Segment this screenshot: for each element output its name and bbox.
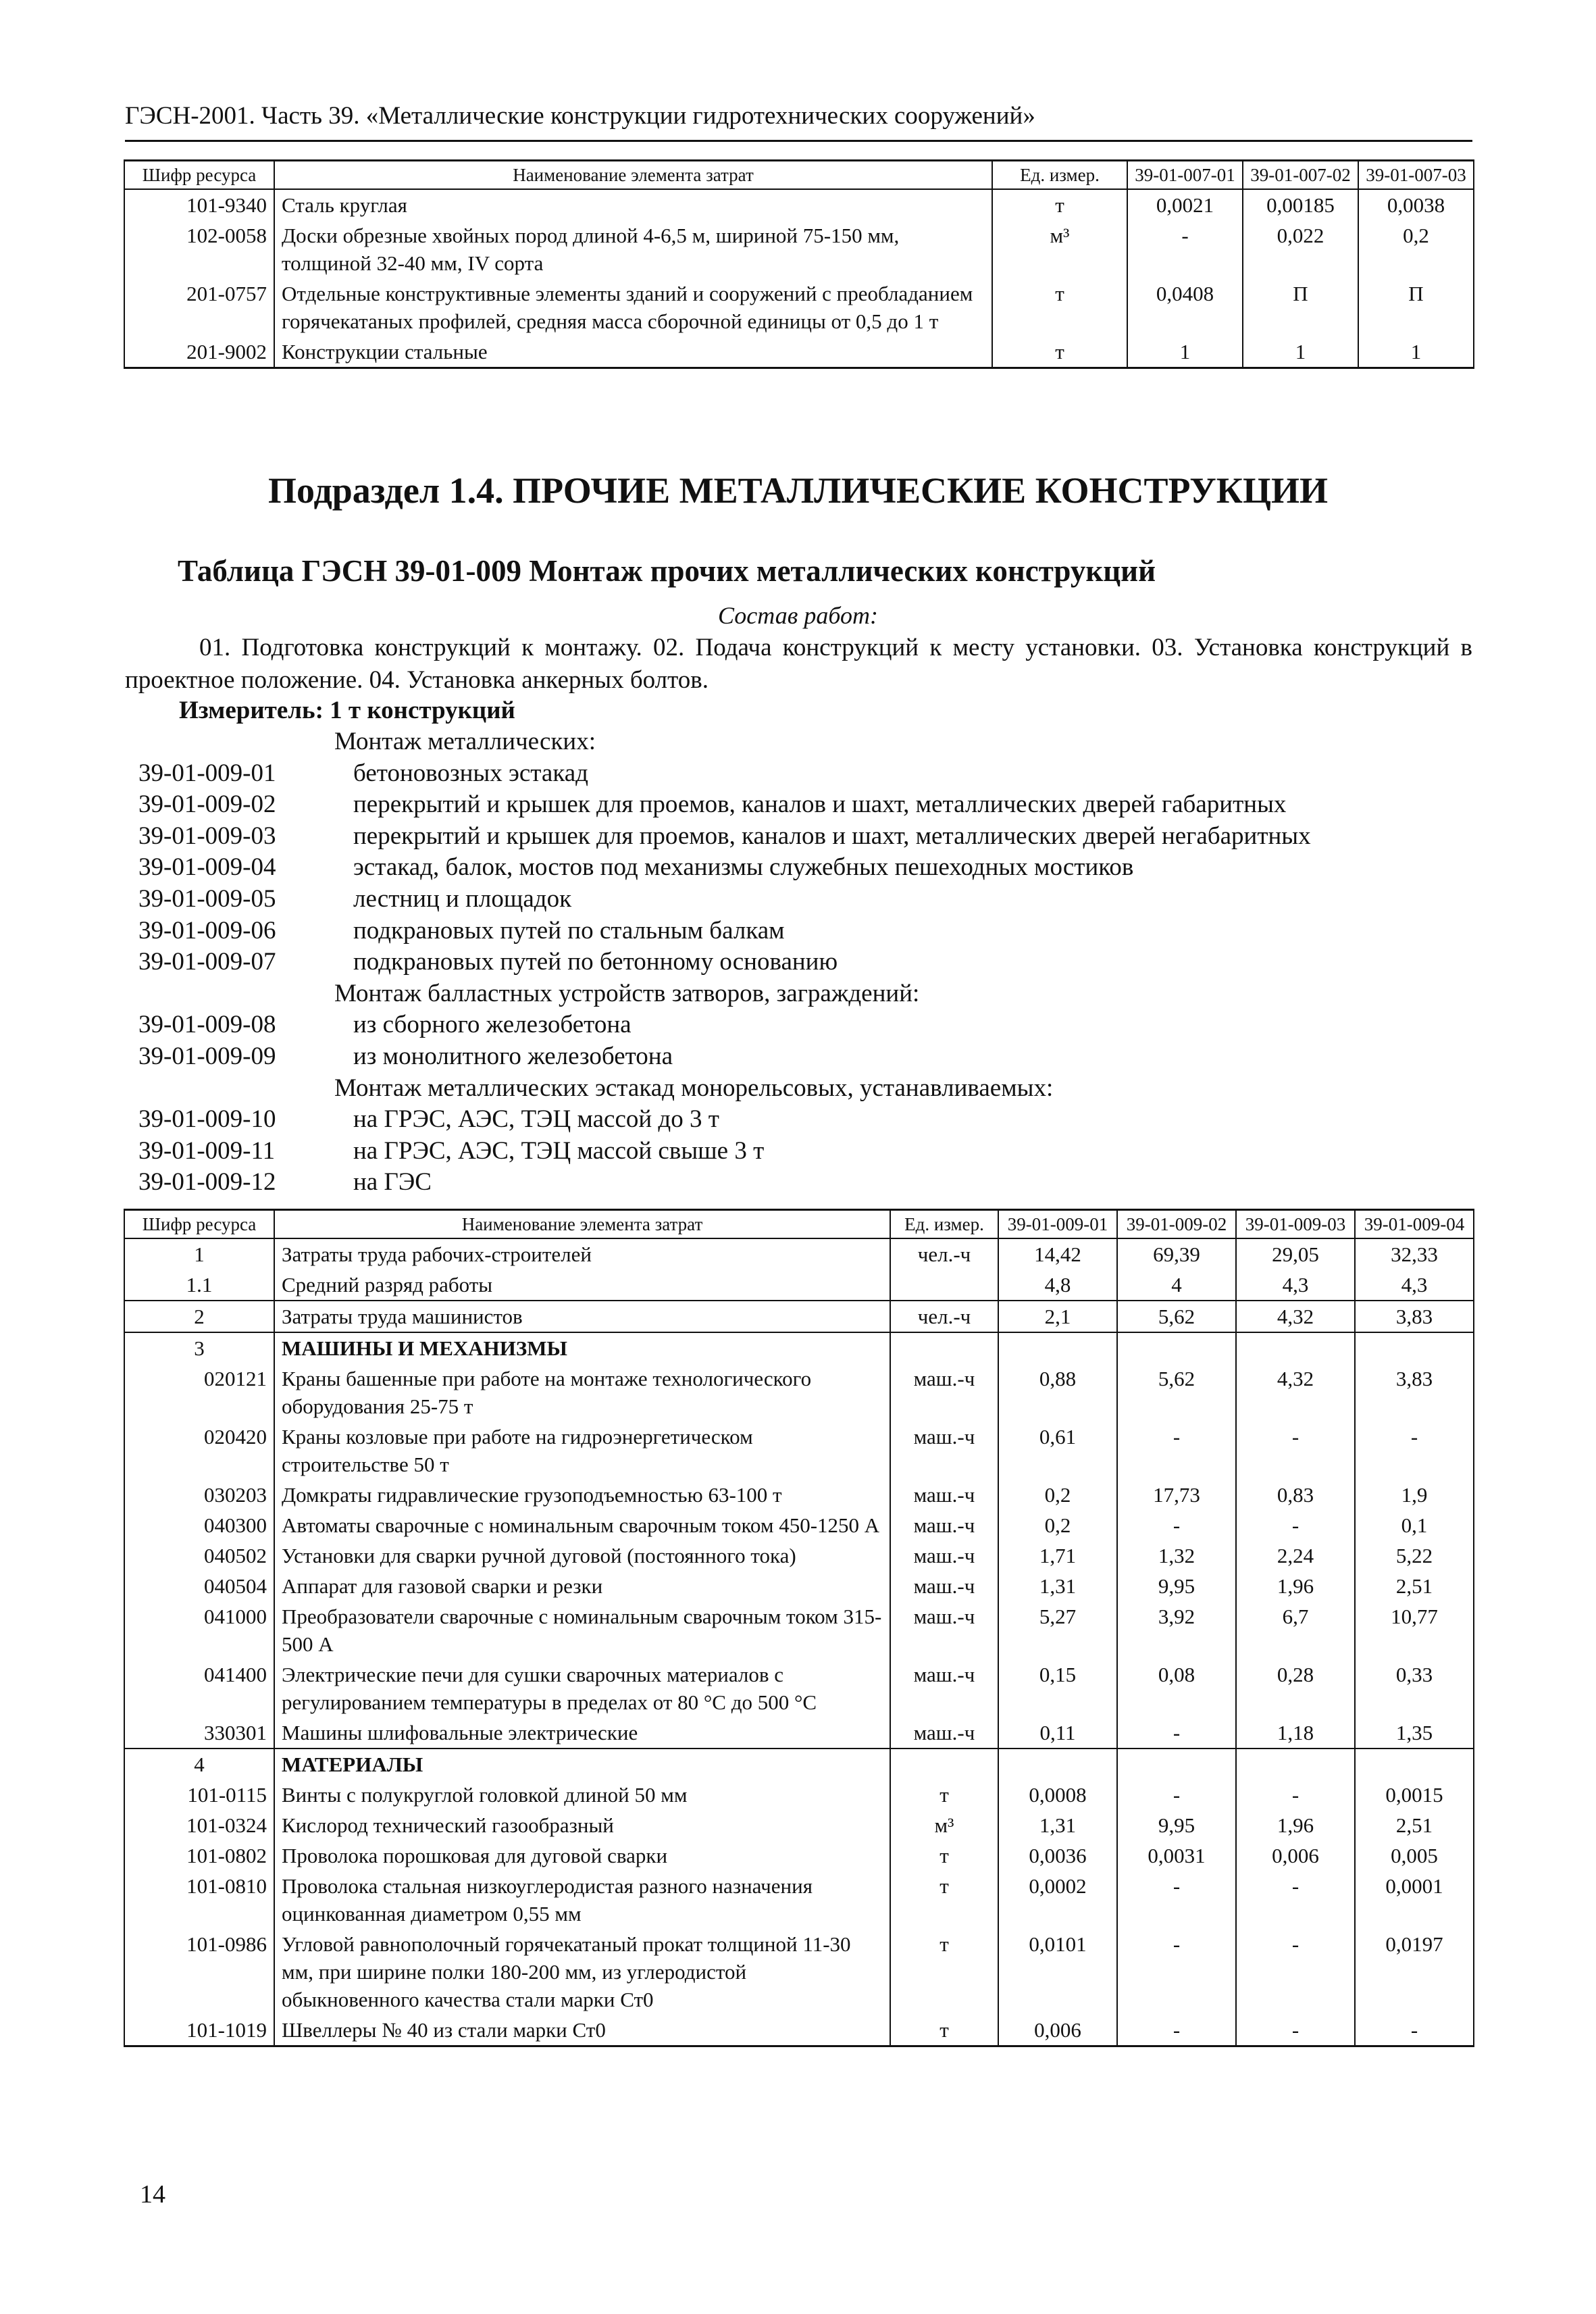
cell-value-2: 4: [1117, 1269, 1236, 1301]
cell-value-1: 1,31: [998, 1810, 1117, 1840]
norm-code: 39-01-009-12: [138, 1168, 276, 1197]
cell-name: Винты с полукруглой головкой длиной 50 мм: [274, 1780, 890, 1810]
cell-code: 101-9340: [124, 189, 274, 220]
norm-codes-list: [138, 726, 1472, 1199]
cell-value-2: -: [1117, 1929, 1236, 2015]
cell-value-1: 1: [1127, 336, 1243, 368]
cell-value-3: 4,32: [1236, 1363, 1355, 1422]
cell-value-1: -: [1127, 220, 1243, 278]
cell-name: Конструкции стальные: [274, 336, 992, 368]
composition-label: Состав работ:: [718, 602, 878, 629]
cell-code: 040300: [124, 1510, 274, 1540]
cell-name: Затраты труда машинистов: [274, 1301, 890, 1332]
table-row: [124, 1422, 1474, 1480]
cell-name: Домкраты гидравлические грузоподъемностью 63-100 т: [274, 1480, 890, 1510]
cell-value-2: 5,62: [1117, 1363, 1236, 1422]
cell-value-1: 2,1: [998, 1301, 1117, 1332]
cell-code: 041400: [124, 1659, 274, 1717]
norm-code: 39-01-009-10: [138, 1105, 276, 1134]
norm-name: из сборного железобетона: [353, 1011, 632, 1039]
cell-value-1: 0,0008: [998, 1780, 1117, 1810]
list-item: [138, 1009, 1472, 1041]
cell-value-2: П: [1243, 278, 1358, 336]
cell-name: Угловой равнополочный горячекатаный прокат толщиной 11-30 мм, при ширине полки 180-200 мм, из углеродистой обыкновенного качества стали марки Ст0: [274, 1929, 890, 2015]
cell-unit: маш.-ч: [890, 1510, 998, 1540]
cell-value-3: 6,7: [1236, 1601, 1355, 1659]
cell-unit: м³: [992, 220, 1127, 278]
cell-value-1: 1,31: [998, 1571, 1117, 1601]
cell-value-2: -: [1117, 1422, 1236, 1480]
cell-unit: маш.-ч: [890, 1363, 998, 1422]
cell-name: Затраты труда рабочих-строителей: [274, 1238, 890, 1269]
resource-table-007: [124, 159, 1474, 369]
table-row: [124, 1571, 1474, 1601]
col-header-unit: Ед. измер.: [992, 161, 1127, 190]
group-heading: Монтаж металлических эстакад монорельсовых, устанавливаемых:: [334, 1074, 1054, 1102]
table-row: [124, 1810, 1474, 1840]
running-header: ГЭСН-2001. Часть 39. «Металлические конструкции гидротехнических сооружений»: [125, 102, 1035, 130]
cell-value-4: -: [1355, 2015, 1474, 2046]
list-item: [138, 758, 1472, 790]
cell-unit: т: [992, 278, 1127, 336]
list-item: [138, 1167, 1472, 1199]
cell-value-2: 0,0031: [1117, 1840, 1236, 1871]
cell-name: Автоматы сварочные с номинальным сварочным током 450-1250 А: [274, 1510, 890, 1540]
norm-name: из монолитного железобетона: [353, 1042, 673, 1070]
table-row: [124, 1238, 1474, 1269]
table-row: [124, 1480, 1474, 1510]
norm-name: лестниц и площадок: [353, 884, 572, 913]
cell-value-4: [1355, 1749, 1474, 1780]
table-row: [124, 2015, 1474, 2046]
cell-name: Кислород технический газообразный: [274, 1810, 890, 1840]
cell-unit: чел.-ч: [890, 1301, 998, 1332]
cell-unit: т: [890, 1871, 998, 1929]
col-header-name: Наименование элемента затрат: [274, 161, 992, 190]
table-row: [124, 1659, 1474, 1717]
cell-value-4: 5,22: [1355, 1540, 1474, 1571]
norm-name: на ГЭС: [353, 1168, 432, 1197]
cell-value-3: -: [1236, 1510, 1355, 1540]
cell-value-4: 0,005: [1355, 1840, 1474, 1871]
cell-value-2: 69,39: [1117, 1238, 1236, 1269]
cell-code: 040502: [124, 1540, 274, 1571]
cell-name: Проволока порошковая для дуговой сварки: [274, 1840, 890, 1871]
cell-value-1: 0,0408: [1127, 278, 1243, 336]
table-row: [124, 1871, 1474, 1929]
cell-unit: м³: [890, 1810, 998, 1840]
cell-code: 101-0810: [124, 1871, 274, 1929]
cell-code: 041000: [124, 1601, 274, 1659]
norm-name: подкрановых путей по бетонному основанию: [353, 948, 838, 976]
cell-value-1: 0,006: [998, 2015, 1117, 2046]
cell-name: МАШИНЫ И МЕХАНИЗМЫ: [274, 1332, 890, 1363]
cell-code: 2: [124, 1301, 274, 1332]
cell-value-1: [998, 1332, 1117, 1363]
col-header-unit: Ед. измер.: [890, 1210, 998, 1239]
norm-name: на ГРЭС, АЭС, ТЭЦ массой до 3 т: [353, 1105, 719, 1134]
cell-unit: [890, 1269, 998, 1301]
cell-value-2: [1117, 1749, 1236, 1780]
cell-code: 101-0324: [124, 1810, 274, 1840]
cell-unit: маш.-ч: [890, 1717, 998, 1749]
col-header-v3: 39-01-009-03: [1236, 1210, 1355, 1239]
cell-value-3: 0,2: [1358, 220, 1474, 278]
list-item: [138, 789, 1472, 821]
cell-value-3: -: [1236, 1871, 1355, 1929]
cell-value-3: 4,3: [1236, 1269, 1355, 1301]
cell-value-3: [1236, 1332, 1355, 1363]
cell-value-4: 0,0001: [1355, 1871, 1474, 1929]
cell-name: Машины шлифовальные электрические: [274, 1717, 890, 1749]
cell-name: Аппарат для газовой сварки и резки: [274, 1571, 890, 1601]
cell-value-2: [1117, 1332, 1236, 1363]
cell-unit: т: [890, 1780, 998, 1810]
cell-code: 030203: [124, 1480, 274, 1510]
cell-value-2: -: [1117, 1871, 1236, 1929]
cell-value-3: 1,96: [1236, 1571, 1355, 1601]
cell-value-1: [998, 1749, 1117, 1780]
table-row: [124, 1332, 1474, 1363]
cell-code: 101-0986: [124, 1929, 274, 2015]
col-header-v3: 39-01-007-03: [1358, 161, 1474, 190]
cell-code: 201-0757: [124, 278, 274, 336]
cell-value-4: 4,3: [1355, 1269, 1474, 1301]
table-row: [124, 1601, 1474, 1659]
cell-value-4: -: [1355, 1422, 1474, 1480]
page-number: 14: [140, 2180, 165, 2209]
norm-code: 39-01-009-08: [138, 1011, 276, 1039]
works-description: 01. Подготовка конструкций к монтажу. 02. Подача конструкций к месту установки. 03. Установка конструкций в проектное положение. 04. Установка анкерных болтов.: [125, 634, 1472, 694]
cell-code: 101-1019: [124, 2015, 274, 2046]
cell-unit: [890, 1749, 998, 1780]
cell-unit: т: [992, 189, 1127, 220]
cell-name: Сталь круглая: [274, 189, 992, 220]
cell-code: 1: [124, 1238, 274, 1269]
cell-value-4: 1,9: [1355, 1480, 1474, 1510]
norm-code: 39-01-009-03: [138, 822, 276, 850]
cell-value-2: -: [1117, 1717, 1236, 1749]
cell-unit: т: [890, 2015, 998, 2046]
cell-value-1: 0,0101: [998, 1929, 1117, 2015]
cell-value-1: 1,71: [998, 1540, 1117, 1571]
cell-value-2: -: [1117, 2015, 1236, 2046]
col-header-v2: 39-01-007-02: [1243, 161, 1358, 190]
cell-code: 4: [124, 1749, 274, 1780]
cell-value-1: 0,2: [998, 1510, 1117, 1540]
cell-unit: [890, 1332, 998, 1363]
cell-unit: т: [992, 336, 1127, 368]
col-header-v2: 39-01-009-02: [1117, 1210, 1236, 1239]
cell-name: Краны башенные при работе на монтаже технологического оборудования 25-75 т: [274, 1363, 890, 1422]
subsection-title: Подраздел 1.4. ПРОЧИЕ МЕТАЛЛИЧЕСКИЕ КОНСТРУКЦИИ: [268, 470, 1328, 511]
cell-code: 201-9002: [124, 336, 274, 368]
cell-value-3: 1,18: [1236, 1717, 1355, 1749]
cell-value-3: 29,05: [1236, 1238, 1355, 1269]
cell-name: Проволока стальная низкоуглеродистая разного назначения оцинкованная диаметром 0,55 мм: [274, 1871, 890, 1929]
list-item: [138, 1041, 1472, 1073]
col-header-code: Шифр ресурса: [124, 161, 274, 190]
group-heading: Монтаж балластных устройств затворов, заграждений:: [334, 979, 920, 1007]
cell-name: Электрические печи для сушки сварочных материалов с регулированием температуры в пределах от 80 °С до 500 °С: [274, 1659, 890, 1717]
cell-unit: чел.-ч: [890, 1238, 998, 1269]
list-item: [138, 1136, 1472, 1167]
cell-value-1: 0,0021: [1127, 189, 1243, 220]
cell-value-4: 0,33: [1355, 1659, 1474, 1717]
cell-value-4: 2,51: [1355, 1810, 1474, 1840]
cell-unit: маш.-ч: [890, 1422, 998, 1480]
cell-value-1: 4,8: [998, 1269, 1117, 1301]
list-item: [138, 915, 1472, 947]
table-row: [124, 278, 1474, 336]
table-row: [124, 1717, 1474, 1749]
resource-table-009: [124, 1209, 1474, 2047]
cell-code: 330301: [124, 1717, 274, 1749]
table-row: [124, 336, 1474, 368]
table-row: [124, 220, 1474, 278]
norm-code: 39-01-009-01: [138, 759, 276, 787]
cell-value-1: 0,2: [998, 1480, 1117, 1510]
cell-name: Краны козловые при работе на гидроэнергетическом строительстве 50 т: [274, 1422, 890, 1480]
cell-code: 020121: [124, 1363, 274, 1422]
cell-name: Средний разряд работы: [274, 1269, 890, 1301]
col-header-name: Наименование элемента затрат: [274, 1210, 890, 1239]
cell-name: Швеллеры № 40 из стали марки Ст0: [274, 2015, 890, 2046]
cell-unit: т: [890, 1840, 998, 1871]
norm-name: эстакад, балок, мостов под механизмы служебных пешеходных мостиков: [353, 853, 1134, 882]
col-header-code: Шифр ресурса: [124, 1210, 274, 1239]
cell-value-1: 14,42: [998, 1238, 1117, 1269]
cell-value-3: -: [1236, 1929, 1355, 2015]
list-item: [138, 947, 1472, 978]
list-item: [138, 1104, 1472, 1136]
col-header-v1: 39-01-007-01: [1127, 161, 1243, 190]
cell-value-2: 9,95: [1117, 1571, 1236, 1601]
cell-code: 020420: [124, 1422, 274, 1480]
norm-name: подкрановых путей по стальным балкам: [353, 916, 785, 945]
cell-value-4: 0,1: [1355, 1510, 1474, 1540]
table-header-row: [124, 161, 1474, 190]
norm-name: перекрытий и крышек для проемов, каналов и шахт, металлических дверей габаритных: [353, 790, 1287, 819]
table-body: [124, 189, 1474, 368]
norm-code: 39-01-009-11: [138, 1136, 276, 1165]
cell-value-3: П: [1358, 278, 1474, 336]
table-row: [124, 1929, 1474, 2015]
norm-name: перекрытий и крышек для проемов, каналов и шахт, металлических дверей негабаритных: [353, 822, 1311, 850]
meter-label: Измеритель: 1 т конструкций: [179, 697, 515, 724]
cell-value-2: 0,08: [1117, 1659, 1236, 1717]
norm-name: бетоновозных эстакад: [353, 759, 588, 787]
list-item: [138, 821, 1472, 853]
cell-value-3: 0,006: [1236, 1840, 1355, 1871]
cell-value-3: 4,32: [1236, 1301, 1355, 1332]
cell-name: Установки для сварки ручной дуговой (постоянного тока): [274, 1540, 890, 1571]
norm-name: на ГРЭС, АЭС, ТЭЦ массой свыше 3 т: [353, 1136, 765, 1165]
cell-value-3: 1: [1358, 336, 1474, 368]
cell-value-1: 5,27: [998, 1601, 1117, 1659]
cell-code: 102-0058: [124, 220, 274, 278]
norm-code: 39-01-009-05: [138, 884, 276, 913]
cell-value-2: -: [1117, 1780, 1236, 1810]
table-row: [124, 1540, 1474, 1571]
cell-value-4: 3,83: [1355, 1301, 1474, 1332]
cell-value-4: 0,0015: [1355, 1780, 1474, 1810]
cell-value-1: 0,88: [998, 1363, 1117, 1422]
cell-value-3: 2,24: [1236, 1540, 1355, 1571]
cell-value-3: [1236, 1749, 1355, 1780]
cell-value-4: 10,77: [1355, 1601, 1474, 1659]
cell-value-2: 3,92: [1117, 1601, 1236, 1659]
norm-code: 39-01-009-06: [138, 916, 276, 945]
cell-code: 040504: [124, 1571, 274, 1601]
norm-code: 39-01-009-07: [138, 948, 276, 976]
cell-value-2: -: [1117, 1510, 1236, 1540]
cell-unit: маш.-ч: [890, 1540, 998, 1571]
cell-name: Доски обрезные хвойных пород длиной 4-6,5 м, шириной 75-150 мм, толщиной 32-40 мм, IV сорта: [274, 220, 992, 278]
cell-unit: маш.-ч: [890, 1659, 998, 1717]
cell-value-3: 0,28: [1236, 1659, 1355, 1717]
cell-value-2: 5,62: [1117, 1301, 1236, 1332]
cell-value-4: 1,35: [1355, 1717, 1474, 1749]
table-header-row: [124, 1210, 1474, 1239]
cell-value-1: 0,15: [998, 1659, 1117, 1717]
cell-name: МАТЕРИАЛЫ: [274, 1749, 890, 1780]
col-header-v4: 39-01-009-04: [1355, 1210, 1474, 1239]
norm-code: 39-01-009-04: [138, 853, 276, 882]
cell-value-2: 9,95: [1117, 1810, 1236, 1840]
table-row: [124, 1749, 1474, 1780]
header-rule: [125, 140, 1472, 142]
table-row: [124, 1840, 1474, 1871]
table-row: [124, 1510, 1474, 1540]
cell-value-2: 17,73: [1117, 1480, 1236, 1510]
table-row: [124, 1780, 1474, 1810]
cell-value-4: 0,0197: [1355, 1929, 1474, 2015]
list-item: [138, 852, 1472, 884]
cell-value-1: 0,61: [998, 1422, 1117, 1480]
cell-code: 101-0115: [124, 1780, 274, 1810]
cell-value-2: 1: [1243, 336, 1358, 368]
cell-value-3: -: [1236, 1780, 1355, 1810]
cell-value-2: 1,32: [1117, 1540, 1236, 1571]
cell-unit: т: [890, 1929, 998, 2015]
group-heading: Монтаж металлических:: [334, 728, 596, 755]
cell-value-4: 32,33: [1355, 1238, 1474, 1269]
table-body: [124, 1238, 1474, 2046]
cell-name: Преобразователи сварочные с номинальным сварочным током 315-500 А: [274, 1601, 890, 1659]
cell-value-1: 0,11: [998, 1717, 1117, 1749]
cell-value-3: -: [1236, 2015, 1355, 2046]
norm-code: 39-01-009-02: [138, 790, 276, 819]
cell-unit: маш.-ч: [890, 1601, 998, 1659]
cell-value-3: 1,96: [1236, 1810, 1355, 1840]
cell-value-4: 2,51: [1355, 1571, 1474, 1601]
cell-name: Отдельные конструктивные элементы зданий и сооружений с преобладанием горячекатаных профилей, средняя масса сборочной единицы от 0,5 до 1 т: [274, 278, 992, 336]
table-row: [124, 1301, 1474, 1332]
cell-code: 101-0802: [124, 1840, 274, 1871]
table-title: Таблица ГЭСН 39-01-009 Монтаж прочих металлических конструкций: [178, 554, 1156, 588]
cell-value-2: 0,00185: [1243, 189, 1358, 220]
cell-value-2: 0,022: [1243, 220, 1358, 278]
cell-code: 1.1: [124, 1269, 274, 1301]
cell-unit: маш.-ч: [890, 1571, 998, 1601]
cell-value-4: 3,83: [1355, 1363, 1474, 1422]
cell-unit: маш.-ч: [890, 1480, 998, 1510]
list-item: [138, 884, 1472, 915]
norm-code: 39-01-009-09: [138, 1042, 276, 1070]
table-row: [124, 1269, 1474, 1301]
cell-value-3: 0,0038: [1358, 189, 1474, 220]
cell-value-3: -: [1236, 1422, 1355, 1480]
col-header-v1: 39-01-009-01: [998, 1210, 1117, 1239]
table-row: [124, 189, 1474, 220]
cell-value-4: [1355, 1332, 1474, 1363]
cell-value-1: 0,0002: [998, 1871, 1117, 1929]
table-row: [124, 1363, 1474, 1422]
cell-value-1: 0,0036: [998, 1840, 1117, 1871]
cell-value-3: 0,83: [1236, 1480, 1355, 1510]
cell-code: 3: [124, 1332, 274, 1363]
